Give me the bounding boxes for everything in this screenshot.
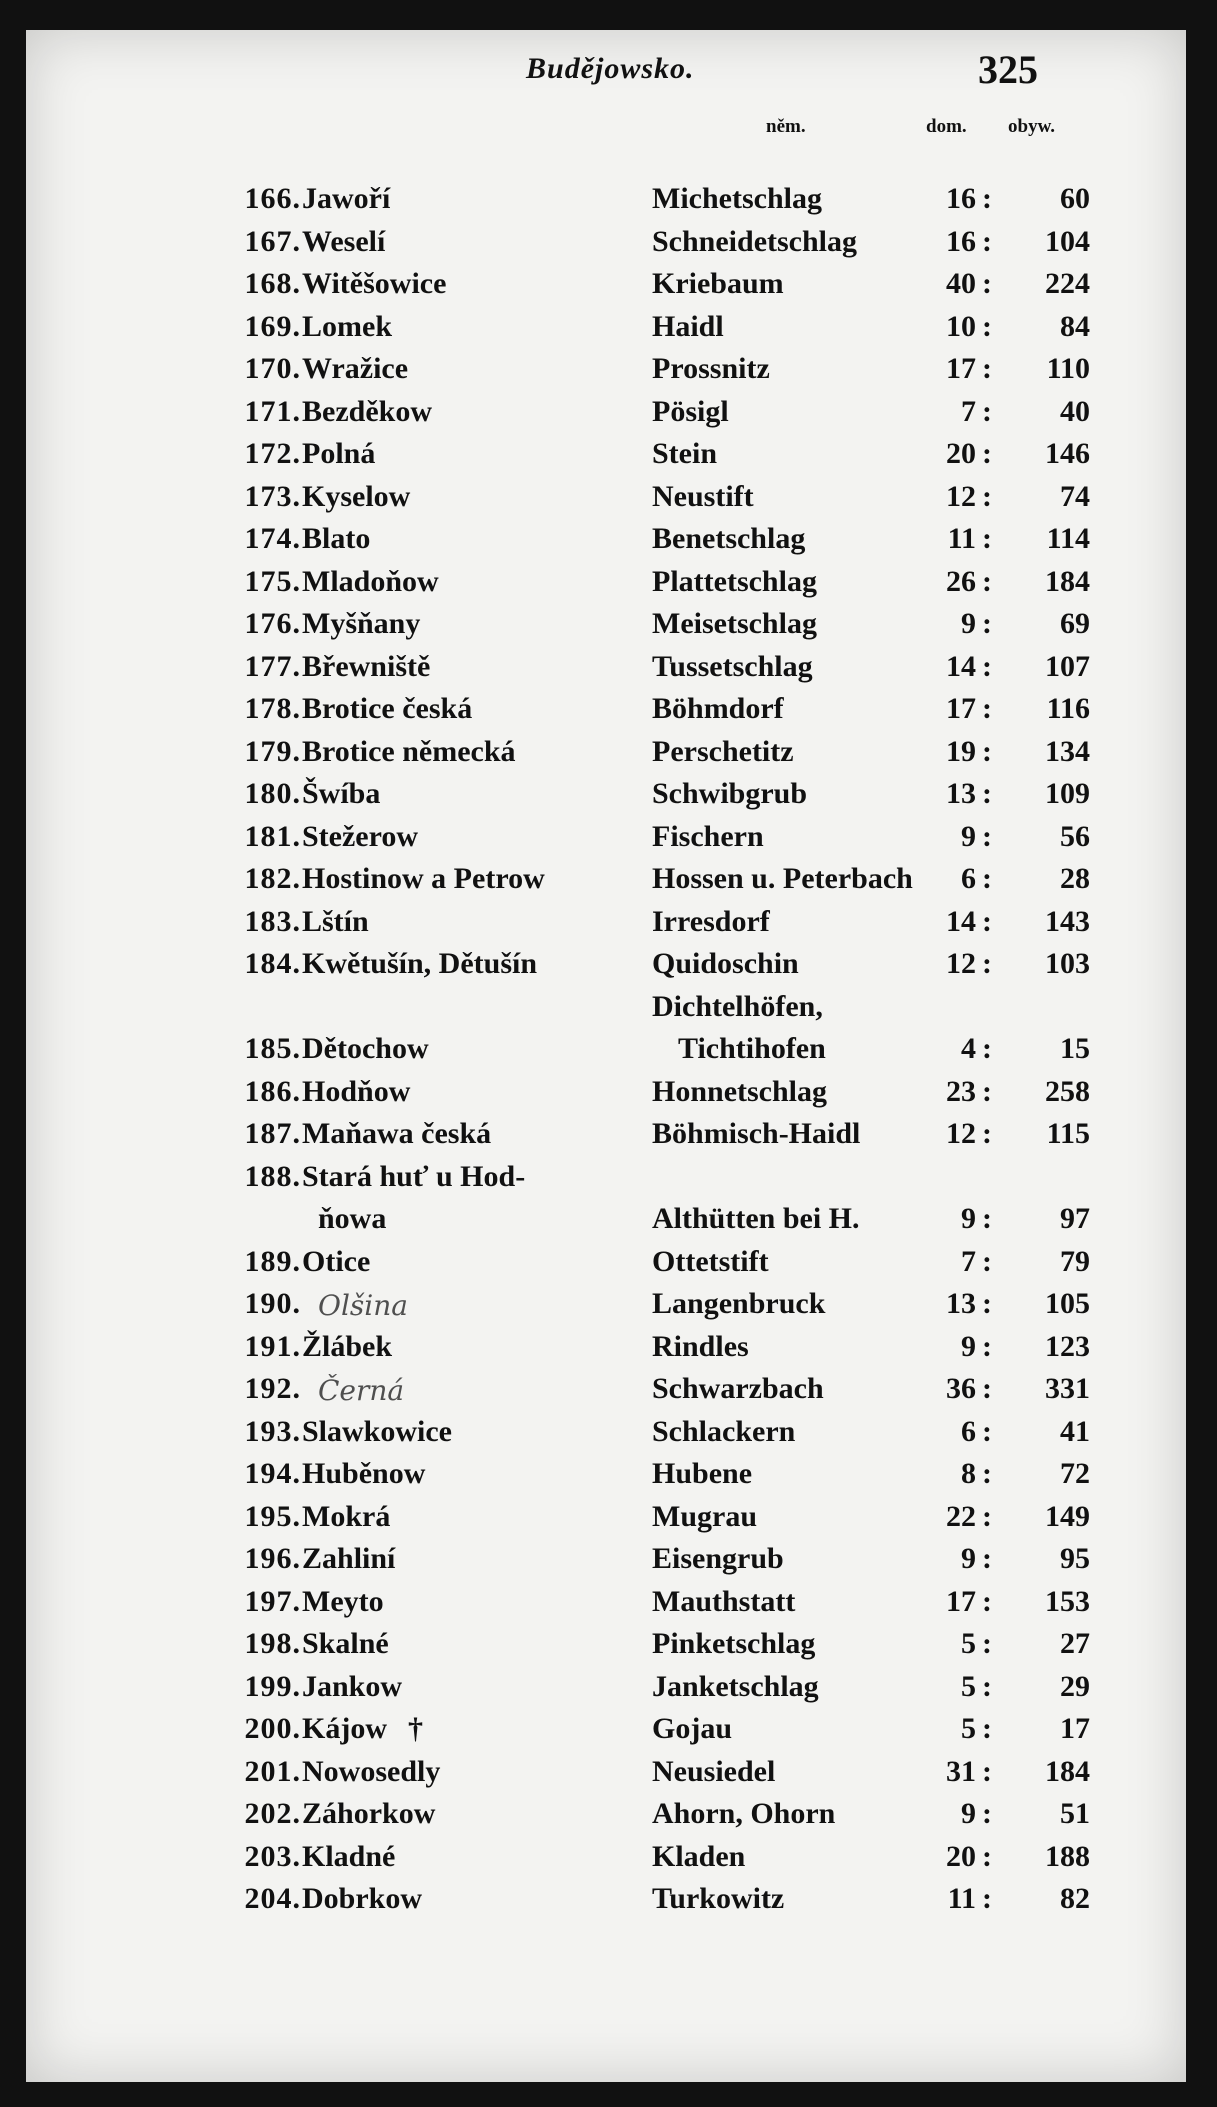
row-number: 184.: [244, 947, 301, 980]
houses-count: 9: [961, 819, 976, 853]
houses-count: 17: [946, 692, 976, 725]
table-row: [26, 1156, 1186, 1241]
german-name: Janketschlag: [652, 1669, 819, 1703]
czech-name: Otice: [302, 1244, 371, 1278]
inhabitants-count: 69: [1060, 607, 1090, 640]
german-name: Haidl: [652, 309, 724, 343]
german-name: Hossen u. Peterbach: [652, 862, 913, 895]
czech-name: Kwětušín, Dětušín: [302, 947, 538, 980]
inhabitants-count: 97: [1060, 1201, 1090, 1235]
inhabitants-count: 104: [1045, 224, 1090, 258]
row-number: 181.: [244, 819, 301, 853]
column-headers: [26, 102, 1186, 142]
running-head: [26, 46, 1186, 96]
separator: :: [982, 1839, 992, 1873]
german-name: Langenbruck: [652, 1287, 826, 1320]
row-number: 173.: [244, 479, 301, 513]
row-number: 198.: [244, 1627, 301, 1660]
czech-name: Brotice německá: [302, 734, 516, 768]
inhabitants-count: 103: [1045, 947, 1090, 980]
separator: :: [982, 309, 992, 343]
czech-name: Zahliní: [302, 1542, 396, 1575]
czech-name: Bezděkow: [302, 394, 432, 428]
separator: :: [982, 1372, 992, 1405]
row-number: 171.: [244, 394, 301, 428]
separator: :: [982, 607, 992, 640]
czech-name: Lomek: [302, 309, 392, 343]
table-row: [26, 178, 1186, 221]
row-number: 199.: [244, 1669, 301, 1703]
row-number: 176.: [244, 607, 301, 640]
inhabitants-count: 184: [1045, 1754, 1090, 1788]
table-section-a: [26, 178, 1186, 986]
houses-count: 7: [961, 1244, 976, 1278]
houses-count: 5: [961, 1627, 976, 1660]
czech-name: Jawoří: [302, 182, 391, 215]
czech-name: Kyselow: [302, 479, 411, 513]
table-row: [26, 646, 1186, 689]
inhabitants-count: 184: [1045, 564, 1090, 598]
row-number: 202.: [244, 1797, 301, 1830]
houses-count: 13: [946, 777, 976, 810]
german-name: Plattetschlag: [652, 564, 817, 598]
german-name: Honnetschlag: [652, 1074, 828, 1108]
table-row: [26, 1071, 1186, 1114]
german-name: Benetschlag: [652, 522, 806, 555]
table-row: [26, 1496, 1186, 1539]
separator: :: [982, 1117, 992, 1150]
separator: :: [982, 1754, 992, 1788]
houses-count: 13: [946, 1287, 976, 1320]
german-name: Prossnitz: [652, 352, 770, 385]
row-number: 192.: [244, 1372, 301, 1405]
german-name: Böhmisch-Haidl: [652, 1117, 861, 1150]
german-name: Kladen: [652, 1839, 746, 1873]
houses-count: 7: [961, 394, 976, 428]
table-row: [26, 1113, 1186, 1156]
separator: :: [982, 1797, 992, 1830]
czech-name: Wražice: [302, 352, 409, 385]
separator: :: [982, 564, 992, 598]
czech-name: Witěšowice: [302, 267, 447, 300]
row-number: 191.: [244, 1329, 301, 1363]
houses-count: 9: [961, 1201, 976, 1235]
row-number: 167.: [244, 224, 301, 258]
separator: :: [982, 437, 992, 470]
table-row: [26, 603, 1186, 646]
table-row: [26, 1581, 1186, 1624]
inhabitants-count: 40: [1060, 394, 1090, 428]
column-header-german: něm.: [766, 116, 806, 137]
czech-name: Záhorkow: [302, 1797, 436, 1830]
german-name-line2: Tichtihofen: [678, 1031, 826, 1065]
inhabitants-count: 110: [1046, 352, 1090, 385]
german-name: Fischern: [652, 819, 764, 853]
table-row: [26, 816, 1186, 859]
houses-count: 9: [961, 607, 976, 640]
german-name: Schlackern: [652, 1414, 796, 1448]
houses-count: 4: [961, 1031, 976, 1065]
german-name: Irresdorf: [652, 904, 770, 938]
inhabitants-count: 224: [1045, 267, 1090, 300]
row-number: 203.: [244, 1839, 301, 1873]
row-number: 201.: [244, 1754, 301, 1788]
german-name: Kriebaum: [652, 267, 784, 300]
separator: :: [982, 1201, 992, 1235]
czech-name: Lštín: [302, 904, 369, 938]
row-number: 168.: [244, 267, 301, 300]
german-name: Schneidetschlag: [652, 224, 858, 258]
row-number: 177.: [244, 649, 301, 683]
german-name: Hubene: [652, 1457, 753, 1490]
row-number: 179.: [244, 734, 301, 768]
separator: :: [982, 1329, 992, 1363]
inhabitants-count: 149: [1045, 1499, 1090, 1533]
inhabitants-count: 84: [1060, 309, 1090, 343]
inhabitants-count: 95: [1060, 1542, 1090, 1575]
row-number: 166.: [244, 182, 301, 215]
table-row: [26, 943, 1186, 986]
separator: :: [982, 182, 992, 215]
inhabitants-count: 188: [1045, 1839, 1090, 1873]
separator: :: [982, 1414, 992, 1448]
separator: :: [982, 1712, 992, 1745]
inhabitants-count: 74: [1060, 479, 1090, 513]
table-row: [26, 1368, 1186, 1411]
czech-name: Mladoňow: [302, 564, 439, 598]
table-row: [26, 518, 1186, 561]
german-name: Rindles: [652, 1329, 749, 1363]
table-row: [26, 1241, 1186, 1284]
czech-name: Kladné: [302, 1839, 396, 1873]
houses-count: 16: [946, 224, 976, 258]
separator: :: [982, 734, 992, 768]
german-name: Eisengrub: [652, 1542, 784, 1575]
row-number: 186.: [244, 1074, 301, 1108]
czech-name: Myšňany: [302, 607, 421, 640]
table-row: [26, 688, 1186, 731]
page-title: Budějowsko.: [526, 52, 695, 85]
row-number: 172.: [244, 437, 301, 470]
houses-count: 20: [946, 437, 976, 470]
houses-count: 12: [946, 1117, 976, 1150]
czech-name: Meyto: [302, 1584, 384, 1618]
separator: :: [982, 862, 992, 895]
table-row: [26, 1751, 1186, 1794]
houses-count: 23: [946, 1074, 976, 1108]
row-number: 180.: [244, 777, 301, 810]
german-name: Ottetstift: [652, 1244, 769, 1278]
inhabitants-count: 56: [1060, 819, 1090, 853]
separator: :: [982, 1542, 992, 1575]
row-number: 183.: [244, 904, 301, 938]
separator: :: [982, 1457, 992, 1490]
houses-count: 40: [946, 267, 976, 300]
czech-name: Maňawa česká: [302, 1117, 492, 1150]
table-section-b: [26, 1071, 1186, 1156]
table-row: [26, 901, 1186, 944]
german-name: Pinketschlag: [652, 1627, 816, 1660]
houses-count: 6: [961, 862, 976, 895]
row-number: 187.: [244, 1117, 301, 1150]
separator: :: [982, 394, 992, 428]
inhabitants-count: 146: [1045, 437, 1090, 470]
houses-count: 14: [946, 649, 976, 683]
german-name: Pösigl: [652, 394, 729, 428]
inhabitants-count: 79: [1060, 1244, 1090, 1278]
inhabitants-count: 258: [1045, 1074, 1090, 1108]
table-row: [26, 1411, 1186, 1454]
german-name: Neustift: [652, 479, 754, 513]
inhabitants-count: 82: [1060, 1882, 1090, 1915]
separator: :: [982, 479, 992, 513]
table-row: [26, 1793, 1186, 1836]
czech-name-line2: ňowa: [318, 1201, 387, 1235]
inhabitants-count: 17: [1060, 1712, 1090, 1745]
row-number: 188.: [244, 1159, 301, 1193]
czech-name: Nowosedly: [302, 1754, 441, 1788]
separator: :: [982, 947, 992, 980]
table-row: [26, 1623, 1186, 1666]
separator: :: [982, 1244, 992, 1278]
inhabitants-count: 105: [1045, 1287, 1090, 1320]
table-row: [26, 1878, 1186, 1921]
separator: :: [982, 649, 992, 683]
german-name: Gojau: [652, 1712, 733, 1745]
row-number: 189.: [244, 1244, 301, 1278]
inhabitants-count: 27: [1060, 1627, 1090, 1660]
table-row: [26, 348, 1186, 391]
separator: :: [982, 1669, 992, 1703]
german-name: Stein: [652, 437, 718, 470]
czech-name: Slawkowice: [302, 1414, 452, 1448]
separator: :: [982, 267, 992, 300]
czech-name: Hostinow a Petrow: [302, 862, 545, 895]
czech-name: Weselí: [302, 224, 386, 258]
houses-count: 9: [961, 1542, 976, 1575]
houses-count: 16: [946, 182, 976, 215]
german-name: Meisetschlag: [652, 607, 817, 640]
houses-count: 19: [946, 734, 976, 768]
inhabitants-count: 134: [1045, 734, 1090, 768]
german-name: Quidoschin: [652, 947, 799, 980]
table-section-c: [26, 1241, 1186, 1921]
row-number: 194.: [244, 1457, 301, 1490]
table-row: [26, 773, 1186, 816]
table-row: [26, 391, 1186, 434]
row-number: 170.: [244, 352, 301, 385]
czech-name-line1: Stará huť u Hod-: [302, 1159, 526, 1193]
houses-count: 14: [946, 904, 976, 938]
column-header-houses: dom.: [926, 116, 967, 137]
houses-count: 20: [946, 1839, 976, 1873]
german-name: Tussetschlag: [652, 649, 813, 683]
inhabitants-count: 41: [1060, 1414, 1090, 1448]
czech-name: Mokrá: [302, 1499, 391, 1533]
houses-count: 31: [946, 1754, 976, 1788]
inhabitants-count: 331: [1045, 1372, 1090, 1405]
table-row: [26, 433, 1186, 476]
houses-count: 10: [946, 309, 976, 343]
table-row: [26, 1836, 1186, 1879]
houses-count: 6: [961, 1414, 976, 1448]
table-row: [26, 1708, 1186, 1751]
separator: :: [982, 1074, 992, 1108]
inhabitants-count: 123: [1045, 1329, 1090, 1363]
houses-count: 11: [947, 1882, 976, 1915]
separator: :: [982, 1287, 992, 1320]
row-number: 182.: [244, 862, 301, 895]
table-row: [26, 263, 1186, 306]
inhabitants-count: 28: [1060, 862, 1090, 895]
inhabitants-count: 107: [1045, 649, 1090, 683]
row-number: 190.: [244, 1287, 301, 1320]
german-name: Perschetitz: [652, 734, 794, 768]
table-row: [26, 476, 1186, 519]
houses-count: 5: [961, 1669, 976, 1703]
inhabitants-count: 115: [1046, 1117, 1090, 1150]
inhabitants-count: 114: [1046, 522, 1090, 555]
dagger-mark: †: [408, 1712, 423, 1745]
czech-name: Brotice česká: [302, 692, 473, 725]
german-name: Ahorn, Ohorn: [652, 1797, 836, 1830]
czech-name: Stežerow: [302, 819, 419, 853]
czech-name: Jankow: [302, 1669, 403, 1703]
table-row: [26, 1538, 1186, 1581]
separator: :: [982, 904, 992, 938]
houses-count: 5: [961, 1712, 976, 1745]
handwritten-annotation: Olšina: [318, 1289, 408, 1322]
separator: :: [982, 692, 992, 725]
handwritten-annotation: Černá: [318, 1374, 405, 1407]
row-number: 178.: [244, 692, 301, 725]
german-name: Althütten bei H.: [652, 1201, 860, 1235]
german-name: Turkowitz: [652, 1882, 785, 1915]
row-number: 185.: [244, 1031, 301, 1065]
houses-count: 12: [946, 479, 976, 513]
table-row: [26, 1326, 1186, 1369]
czech-name: Dobrkow: [302, 1882, 423, 1915]
separator: :: [982, 352, 992, 385]
row-number: 204.: [244, 1882, 301, 1915]
inhabitants-count: 143: [1045, 904, 1090, 938]
inhabitants-count: 109: [1045, 777, 1090, 810]
separator: :: [982, 1627, 992, 1660]
german-name: Mugrau: [652, 1499, 757, 1533]
inhabitants-count: 72: [1060, 1457, 1090, 1490]
houses-count: 8: [961, 1457, 976, 1490]
table-row: [26, 1453, 1186, 1496]
houses-count: 26: [946, 564, 976, 598]
houses-count: 9: [961, 1797, 976, 1830]
inhabitants-count: 116: [1046, 692, 1090, 725]
houses-count: 17: [946, 1584, 976, 1618]
separator: :: [982, 522, 992, 555]
houses-count: 17: [946, 352, 976, 385]
german-name: Schwarzbach: [652, 1372, 824, 1405]
czech-name: Dětochow: [302, 1031, 429, 1065]
czech-name: Břewniště: [302, 649, 431, 683]
table-row: [26, 1666, 1186, 1709]
german-name: Schwibgrub: [652, 777, 808, 810]
row-number: 200.: [244, 1712, 301, 1745]
czech-name: Hodňow: [302, 1074, 411, 1108]
czech-name: Žlábek: [302, 1329, 393, 1363]
german-name: Michetschlag: [652, 182, 822, 215]
separator: :: [982, 777, 992, 810]
separator: :: [982, 1499, 992, 1533]
row-number: 175.: [244, 564, 301, 598]
separator: :: [982, 1584, 992, 1618]
table-row: [26, 561, 1186, 604]
row-number: 196.: [244, 1542, 301, 1575]
table-row: [26, 221, 1186, 264]
houses-count: 11: [947, 522, 976, 555]
czech-name: Kájow: [302, 1712, 387, 1745]
german-name: Böhmdorf: [652, 692, 784, 725]
houses-count: 22: [946, 1499, 976, 1533]
separator: :: [982, 1031, 992, 1065]
inhabitants-count: 60: [1060, 182, 1090, 215]
row-number: 197.: [244, 1584, 301, 1618]
page-number: 325: [978, 47, 1038, 92]
table-row: [26, 1283, 1186, 1326]
row-number: 174.: [244, 522, 301, 555]
houses-count: 12: [946, 947, 976, 980]
inhabitants-count: 51: [1060, 1797, 1090, 1830]
table-row: [26, 858, 1186, 901]
row-number: 193.: [244, 1414, 301, 1448]
inhabitants-count: 15: [1060, 1031, 1090, 1065]
document-page: [26, 30, 1186, 2082]
czech-name: Šwíba: [302, 777, 381, 810]
village-table: [26, 178, 1186, 1921]
czech-name: Polná: [302, 437, 376, 470]
row-number: 169.: [244, 309, 301, 343]
german-name: Neusiedel: [652, 1754, 776, 1788]
czech-name: Huběnow: [302, 1457, 426, 1490]
german-name-line1: Dichtelhöfen,: [652, 989, 823, 1023]
czech-name: Blato: [302, 522, 371, 555]
houses-count: 36: [946, 1372, 976, 1405]
table-row: [26, 731, 1186, 774]
german-name: Mauthstatt: [652, 1584, 796, 1618]
houses-count: 9: [961, 1329, 976, 1363]
czech-name: Skalné: [302, 1627, 389, 1660]
table-row: [26, 306, 1186, 349]
table-row: [26, 986, 1186, 1071]
separator: :: [982, 819, 992, 853]
inhabitants-count: 153: [1045, 1584, 1090, 1618]
inhabitants-count: 29: [1060, 1669, 1090, 1703]
row-number: 195.: [244, 1499, 301, 1533]
separator: :: [982, 224, 992, 258]
separator: :: [982, 1882, 992, 1915]
column-header-inhabitants: obyw.: [1008, 116, 1055, 137]
